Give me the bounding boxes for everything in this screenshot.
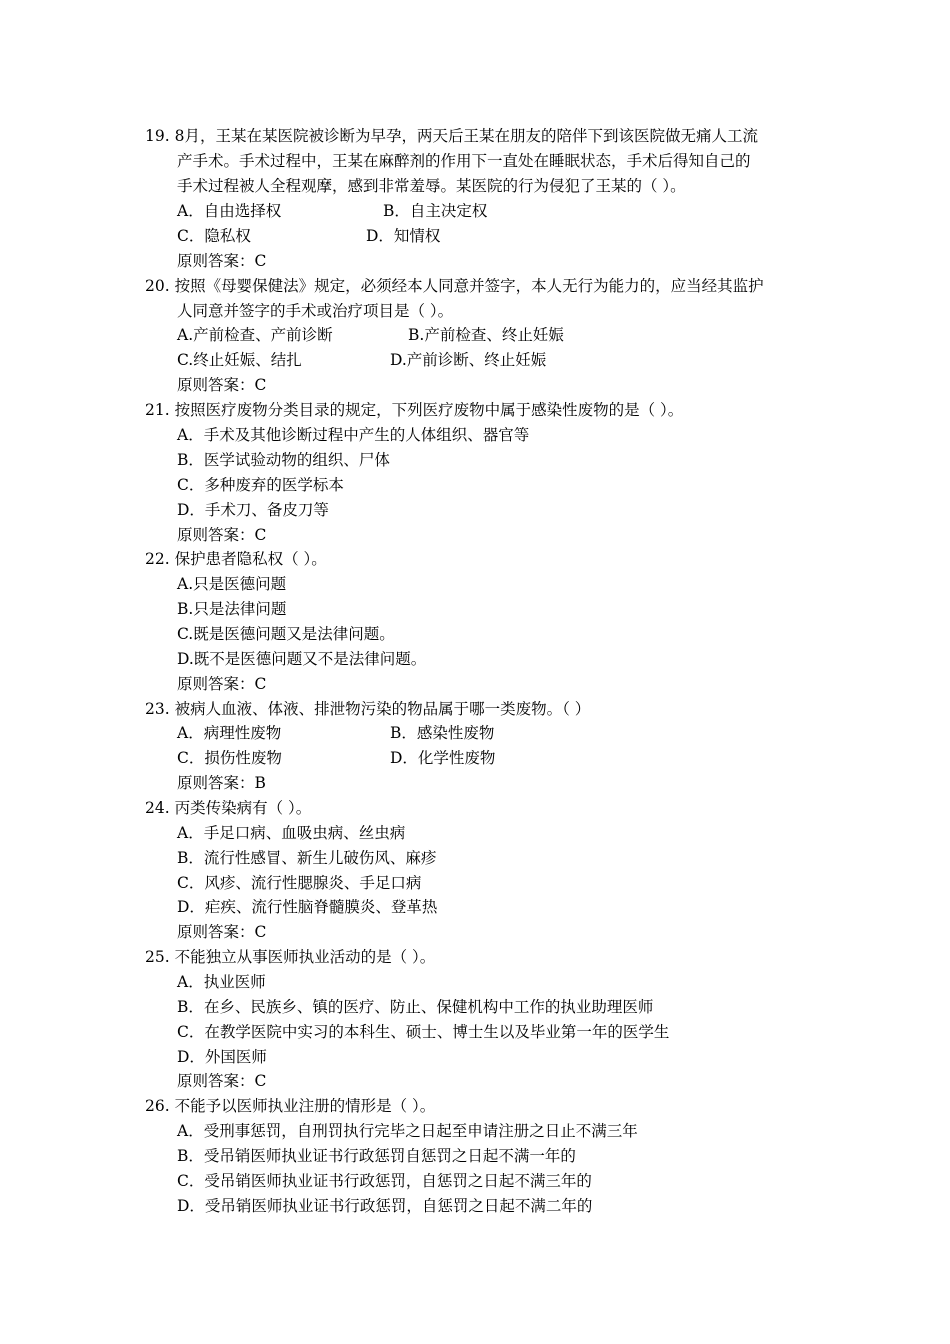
option-a: A.产前检查、产前诊断: [177, 326, 333, 344]
option-d: D．化学性废物: [390, 749, 496, 767]
option-a: A.只是医德问题: [177, 575, 287, 593]
question-text: 人同意并签字的手术或治疗项目是（ ）。: [177, 302, 454, 320]
option-c: C．风疹、流行性腮腺炎、手足口病: [177, 874, 422, 892]
option-a: A．手术及其他诊断过程中产生的人体组织、器官等: [177, 426, 530, 444]
option-b: B．自主决定权: [383, 202, 488, 220]
option-d: D.产前诊断、终止妊娠: [390, 351, 547, 369]
question-text: 19. 8月，王某在某医院被诊断为早孕，两天后王某在朋友的陪伴下到该医院做无痛人工流: [145, 127, 758, 145]
option-c: C．受吊销医师执业证书行政惩罚，自惩罚之日起不满三年的: [177, 1172, 592, 1190]
option-b: B．流行性感冒、新生儿破伤风、麻疹: [177, 849, 437, 867]
question-text: 23. 被病人血液、体液、排泄物污染的物品属于哪一类废物。（ ）: [145, 700, 591, 718]
question-text: 22. 保护患者隐私权（ ）。: [145, 550, 327, 568]
answer: 原则答案：C: [177, 1072, 267, 1090]
option-b: B．感染性废物: [390, 724, 495, 742]
answer: 原则答案：C: [177, 675, 267, 693]
question-text: 25. 不能独立从事医师执业活动的是（ ）。: [145, 948, 436, 966]
answer: 原则答案：C: [177, 526, 267, 544]
option-b: B．在乡、民族乡、镇的医疗、防止、保健机构中工作的执业助理医师: [177, 998, 654, 1016]
option-c: C.既是医德问题又是法律问题。: [177, 625, 395, 643]
option-c: C．多种废弃的医学标本: [177, 476, 344, 494]
option-c: C．损伤性废物: [177, 749, 282, 767]
option-d: D．外国医师: [177, 1048, 267, 1066]
option-b: B．受吊销医师执业证书行政惩罚自惩罚之日起不满一年的: [177, 1147, 576, 1165]
question-text: 20. 按照《母婴保健法》规定，必须经本人同意并签字，本人无行为能力的，应当经其监护: [145, 277, 764, 295]
option-a: A．受刑事惩罚，自刑罚执行完毕之日起至申请注册之日止不满三年: [177, 1122, 638, 1140]
option-c: C．隐私权: [177, 227, 251, 245]
option-b: B．医学试验动物的组织、尸体: [177, 451, 390, 469]
answer: 原则答案：C: [177, 923, 267, 941]
option-b: B.产前检查、终止妊娠: [408, 326, 564, 344]
question-text: 产手术。手术过程中，王某在麻醉剂的作用下一直处在睡眠状态，手术后得知自己的: [177, 152, 751, 170]
option-b: B.只是法律问题: [177, 600, 287, 618]
option-c: C．在教学医院中实习的本科生、硕士、博士生以及毕业第一年的医学生: [177, 1023, 670, 1041]
option-d: D．疟疾、流行性脑脊髓膜炎、登革热: [177, 898, 438, 916]
option-d: D．知情权: [366, 227, 441, 245]
option-d: D．手术刀、备皮刀等: [177, 501, 329, 519]
option-a: A．病理性废物: [177, 724, 282, 742]
option-a: A．手足口病、血吸虫病、丝虫病: [177, 824, 406, 842]
option-a: A．自由选择权: [177, 202, 282, 220]
answer: 原则答案：B: [177, 774, 266, 792]
option-d: D．受吊销医师执业证书行政惩罚，自惩罚之日起不满二年的: [177, 1197, 593, 1215]
option-a: A．执业医师: [177, 973, 266, 991]
option-d: D.既不是医德问题又不是法律问题。: [177, 650, 427, 668]
question-text: 24. 丙类传染病有（ ）。: [145, 799, 312, 817]
answer: 原则答案：C: [177, 376, 267, 394]
option-c: C.终止妊娠、结扎: [177, 351, 302, 369]
question-text: 26. 不能予以医师执业注册的情形是（ ）。: [145, 1097, 436, 1115]
question-text: 21. 按照医疗废物分类目录的规定，下列医疗废物中属于感染性废物的是（ ）。: [145, 401, 684, 419]
question-text: 手术过程被人全程观摩，感到非常羞辱。某医院的行为侵犯了王某的（ ）。: [177, 177, 686, 195]
answer: 原则答案：C: [177, 252, 267, 270]
